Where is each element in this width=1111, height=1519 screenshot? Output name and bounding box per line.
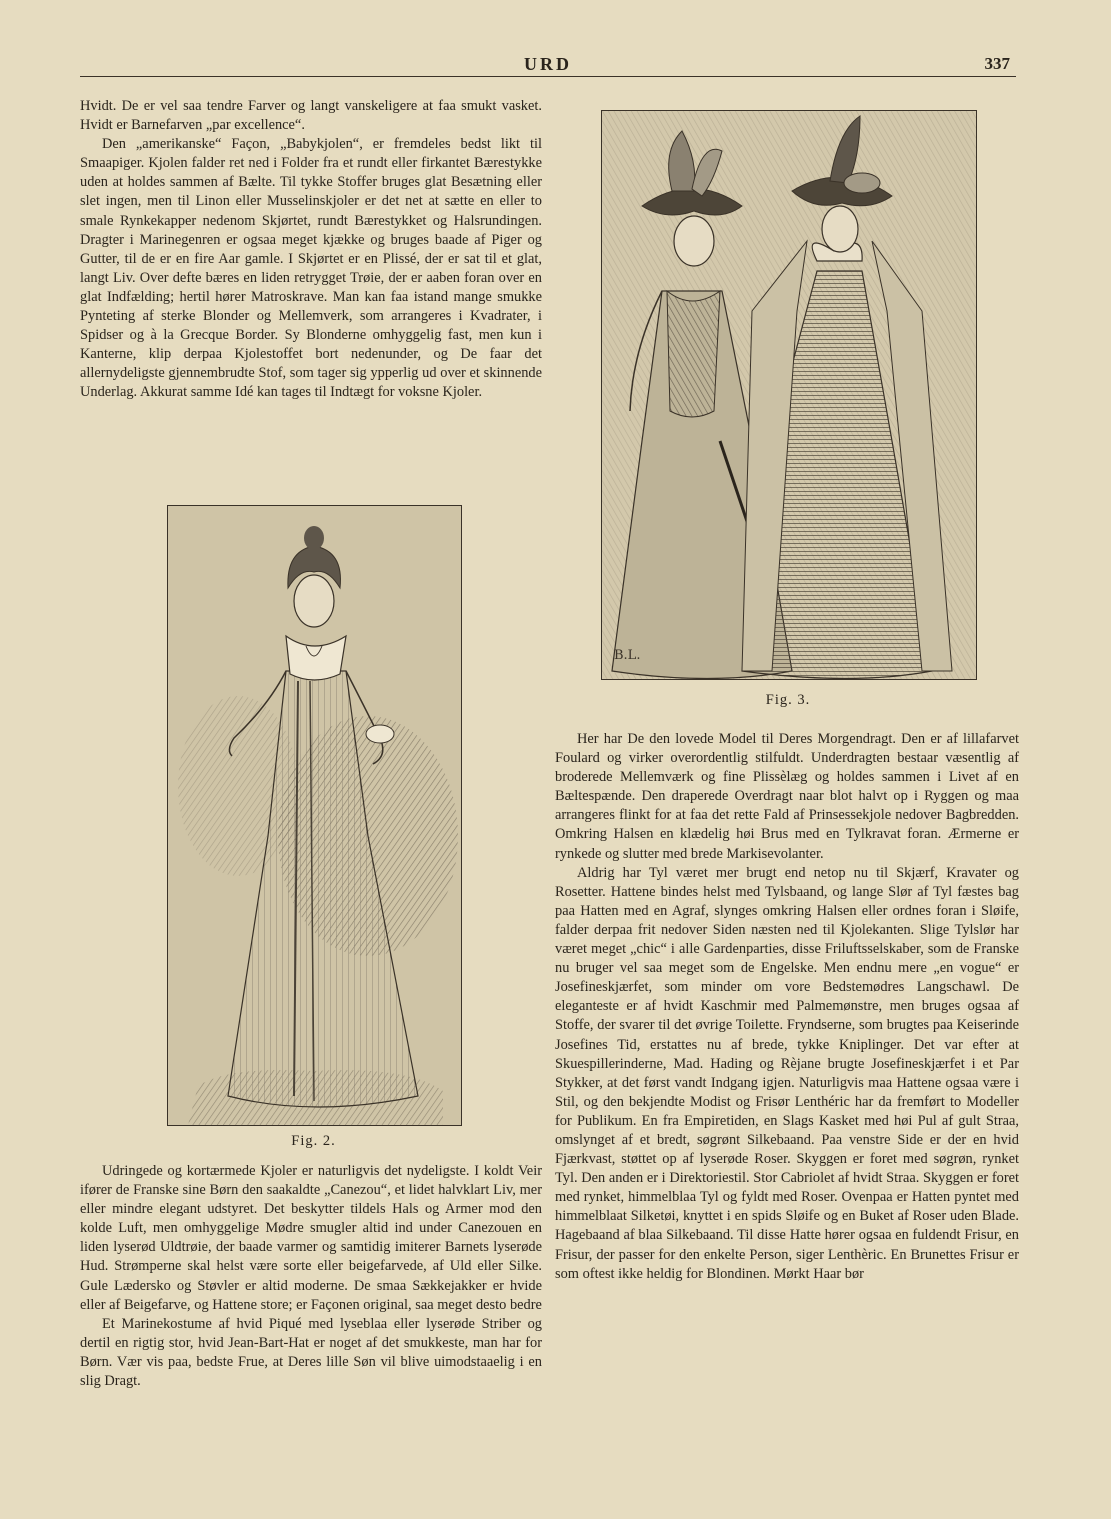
left-column-top [80,97,542,403]
journal-title: URD [524,54,572,74]
figure-3-illustration [601,110,977,680]
running-header [80,52,1016,77]
right-column-bottom [555,730,1019,1284]
left-column-bottom [80,1162,542,1391]
fig2-engraving [168,506,461,1125]
paragraph: Udringede og kortærmede Kjoler er naturligvis det nydeligste. I koldt Veir ifører de Franske sine Børn den saakaldte „Canezou“, et lidet halvklart Liv, mer eller mindre elegant udstyret. Det beskytter tildels Hals og Armer mod den kolde Luft, men omhyggelige Mødre smugler altid ind under Canezouen en liden lyserød Uldtrøie, der baade varmer og samtidig imiterer Barnets lyserøde Hud. Strømperne skal helst være sorte eller beigefarvede, af Uld eller Silke. Gule Lædersko og Støvler er altid moderne. De smaa Sækkejakker er hvide eller af Beigefarve, og Hattene store; er Façonen original, saa meget desto bedre [80,1163,542,1313]
paragraph: Aldrig har Tyl været mer brugt end netop nu til Skjærf, Kravater og Rosetter. Hattene bindes helst med Tylsbaand, og lange Slør af Tyl fæstes bag paa Hatten med en Agraf, slynges omkring Halsen eller ordnes foran i Sløife, falder derpaa frit nedover Siden næsten ned til Kjolekanten. Slige Tylslør har været meget „chic“ i alle Gardenparties, disse Friluftsselskaber, som de Franske nu bruger vel saa meget som de Engelske. Men endnu mere „en vogue“ er Josefineskjærfet, som minder om vore Bedstemødres Langschawl. De eleganteste er af hvidt Kaschmir med Palmemønstre, men bruges ogsaa af Stoffe, der svarer til det øvrige Toilette. Fryndserne, som brugtes paa Keiserinde Josefines Tid, erstattes nu af brede, tykke Kniplinger. Det var efter at Skuespillerinderne, Mad. Hading og Rèjane brugte Josefineskjærfet i et Par Stykker, at det først vandt Indgang igjen. Naturligvis maa Hattene ogsaa være i Stil, og den bekjendte Modist og Frisør Lenthéric har da fremført to Modeller for Publikum. En fra Empiretiden, en Slags Kasket med høi Pul af gult Straa, omslynget af et bredt, søgrønt Silkebaand. Paa venstre Side er der en hvid Fjærkvast, støttet op af lyserøde Roser. Skyggen er foret med søgrøn, rynket Tyl. Den anden er i Direktoriestil. Stor Cabriolet af hvidt Straa. Skyggen er foret med rynket, himmelblaa Tyl og fyldt med Roser. Ovenpaa er Hatten pyntet med himmelblaat Silketøi, knyttet i en spids Sløife og en Buket af Roser uden Blade. Hagebaand af blaa Silkebaand. Til disse Hatte hører ogsaa en fuldendt Frisur, en Frisur, der passer for den enkelte Person, siger Lenthèric. En Brunettes Frisur er som oftest ikke heldig for Blondinen. Mørkt Haar bør [555,864,1019,1282]
paragraph: Her har De den lovede Model til Deres Morgendragt. Den er af lillafarvet Foulard og virker overordentlig stilfuldt. Underdragten bestaar væsentlig af broderede Mellemværk og fine Plissèlæg og holdes sammen i Livet af en Bæltespænde. Den draperede Overdragt naar blot halvt op i Ryggen og maa arrangeres flinkt for at faa det rette Fald af Prinsessekjole nedover Bagbredden. Omkring Halsen en klædelig høi Brus med en Tylkravat foran. Ærmerne er rynkede og slutter med brede Markisevolanter. [555,731,1019,862]
figure-2-caption: Fig. 2. [291,1133,336,1149]
fig3-signature: B.L. [614,648,641,663]
paragraph: Hvidt. De er vel saa tendre Farver og langt vanskeligere at faa smukt vasket. Hvidt er Barnefarven „par excellence“. [80,98,542,134]
figure-2-illustration [167,505,462,1126]
fig3-engraving [602,111,976,679]
figure-3-caption: Fig. 3. [765,692,811,708]
paragraph: Den „amerikanske“ Façon, „Babykjolen“, er fremdeles bedst likt til Smaapiger. Kjolen falder ret ned i Folder fra et rundt eller firkantet Bærestykke uden at holdes sammen af Bælte. Til tykke Stoffer bruges glat Besætning eller slet ingen, men til Linon eller Musselinskjoler er det net at sætte en eller to smale Rynkekapper nedenom Skjørtet, rundt Bærestykket og Halsrundingen. Dragter i Marinegenren er ogsaa meget kjække og bruges baade af Piger og Gutter, til de er en fire Aar gamle. I Skjørtet er en Plissé, der er sat til et glat, langt Liv. Over defte bæres en liden retrygget Trøie, der er aaben foran over en glat Indfælding; hertil hører Matroskrave. Man kan faa istand mange smukke Pynteting af sterke Blonder og Mellemverk, som arrangeres i Kvadrater, i Spidser og à la Grecque Border. Sy Blonderne omhyggelig fast, men kun i Kanterne, klip derpaa Kjolestoffet bort nedenunder, og De faar det allernydeligste gjennembrudte Stof, som tager sig ypperlig ud over et skinnende Underlag. Akkurat samme Idé kan tages til Indtægt for voksne Kjoler. [80,136,542,401]
page-number: 337 [984,54,1010,73]
paragraph: Et Marinekostume af hvid Piqué med lyseblaa eller lyserøde Striber og dertil en rigtig stor, hvid Jean-Bart-Hat er noget af det smukkeste, man har for Børn. Vær vis paa, bedste Frue, at Deres lille Søn vil blive uimodstaaelig i en slig Dragt. [80,1315,542,1390]
